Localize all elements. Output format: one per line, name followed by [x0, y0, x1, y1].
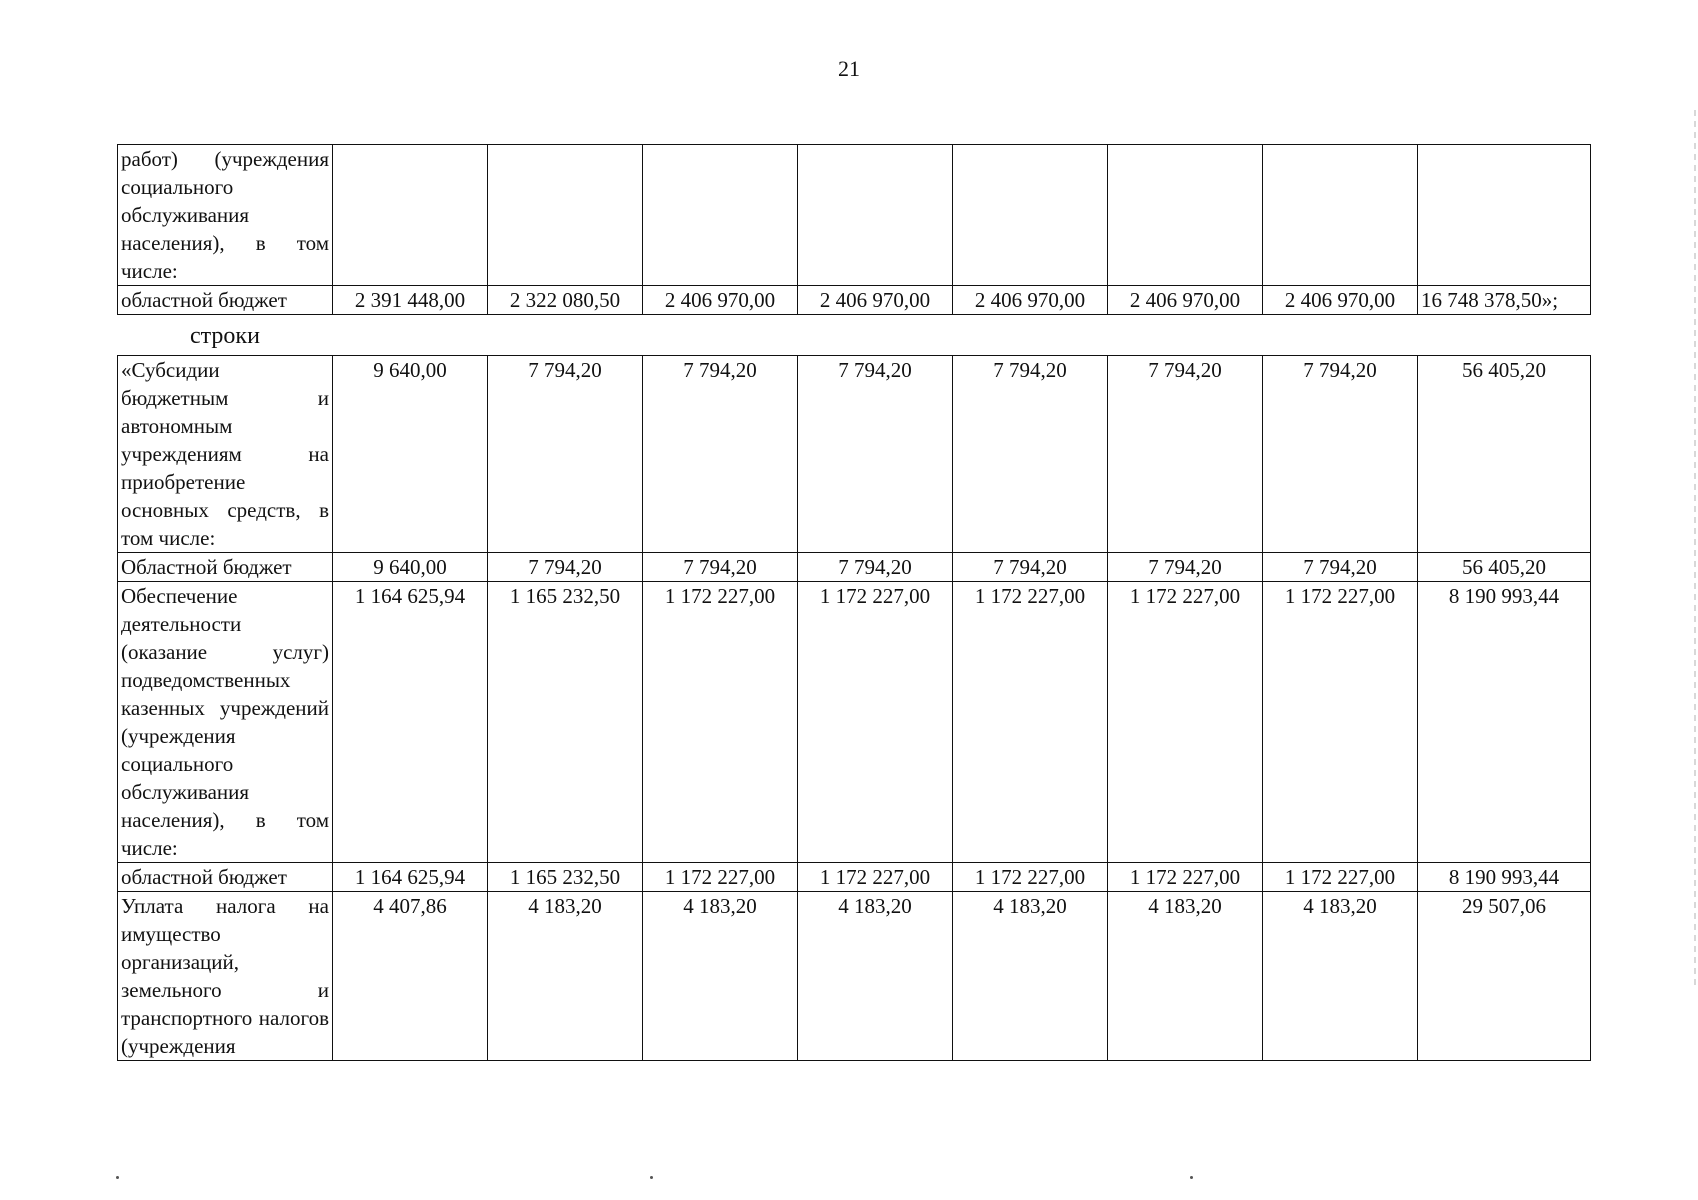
value-cell: 1 172 227,00 [798, 863, 953, 892]
total-cell: 56 405,20 [1418, 356, 1591, 553]
value-cell: 1 165 232,50 [488, 863, 643, 892]
row-label: «Субсидии бюджетным и автономным учреждениям на приобретение основных средств, в том числе: [118, 356, 333, 553]
value-cell: 1 172 227,00 [643, 582, 798, 863]
value-cell [1108, 145, 1263, 286]
table-row [118, 356, 1591, 553]
total-cell: 29 507,06 [1418, 892, 1591, 1061]
page-number: 21 [838, 56, 860, 81]
value-cell: 9 640,00 [333, 553, 488, 582]
value-cell [798, 145, 953, 286]
row-label: Обеспечение деятельности (оказание услуг) подведомственных казенных учреждений (учреждения социального обслуживания населения), в том числе: [118, 582, 333, 863]
value-cell: 4 183,20 [1108, 892, 1263, 1061]
value-cell: 2 406 970,00 [953, 286, 1108, 315]
value-cell: 1 172 227,00 [953, 582, 1108, 863]
value-cell [333, 145, 488, 286]
value-cell: 9 640,00 [333, 356, 488, 553]
value-cell [488, 145, 643, 286]
value-cell: 2 406 970,00 [798, 286, 953, 315]
budget-table-top [117, 144, 1591, 315]
value-cell: 7 794,20 [1263, 553, 1418, 582]
value-cell: 1 172 227,00 [1263, 582, 1418, 863]
value-cell: 1 172 227,00 [1263, 863, 1418, 892]
total-cell: 8 190 993,44 [1418, 582, 1591, 863]
total-cell: 56 405,20 [1418, 553, 1591, 582]
table-row [118, 553, 1591, 582]
value-cell [953, 145, 1108, 286]
table-row [118, 286, 1591, 315]
row-label: областной бюджет [118, 286, 333, 315]
scan-edge-noise [1694, 110, 1696, 990]
value-cell: 4 183,20 [643, 892, 798, 1061]
value-cell: 7 794,20 [953, 356, 1108, 553]
scan-dot [116, 1176, 119, 1179]
value-cell: 1 164 625,94 [333, 582, 488, 863]
scan-dot [1190, 1176, 1193, 1179]
value-cell: 4 407,86 [333, 892, 488, 1061]
value-cell: 7 794,20 [1108, 553, 1263, 582]
value-cell: 4 183,20 [1263, 892, 1418, 1061]
value-cell: 1 165 232,50 [488, 582, 643, 863]
budget-table-main [117, 355, 1591, 1061]
value-cell: 4 183,20 [798, 892, 953, 1061]
value-cell: 1 172 227,00 [1108, 863, 1263, 892]
value-cell: 2 406 970,00 [643, 286, 798, 315]
value-cell [1263, 145, 1418, 286]
total-cell [1418, 145, 1591, 286]
connector-text: строки [190, 323, 260, 349]
value-cell: 4 183,20 [953, 892, 1108, 1061]
scan-dot [650, 1176, 653, 1179]
value-cell: 7 794,20 [798, 553, 953, 582]
value-cell: 2 391 448,00 [333, 286, 488, 315]
row-label: Областной бюджет [118, 553, 333, 582]
value-cell: 7 794,20 [643, 553, 798, 582]
value-cell: 1 172 227,00 [1108, 582, 1263, 863]
value-cell: 7 794,20 [488, 553, 643, 582]
value-cell: 7 794,20 [1108, 356, 1263, 553]
value-cell: 4 183,20 [488, 892, 643, 1061]
table-row [118, 145, 1591, 286]
row-label: Уплата налога на имущество организаций, земельного и транспортного налогов (учреждения [118, 892, 333, 1061]
value-cell: 2 322 080,50 [488, 286, 643, 315]
row-label: работ) (учреждения социального обслуживания населения), в том числе: [118, 145, 333, 286]
value-cell: 2 406 970,00 [1108, 286, 1263, 315]
value-cell: 7 794,20 [488, 356, 643, 553]
value-cell: 2 406 970,00 [1263, 286, 1418, 315]
row-label: областной бюджет [118, 863, 333, 892]
value-cell [643, 145, 798, 286]
value-cell: 1 172 227,00 [798, 582, 953, 863]
value-cell: 1 164 625,94 [333, 863, 488, 892]
table-row [118, 863, 1591, 892]
value-cell: 1 172 227,00 [643, 863, 798, 892]
table-row [118, 582, 1591, 863]
value-cell: 7 794,20 [953, 553, 1108, 582]
value-cell: 7 794,20 [643, 356, 798, 553]
total-cell: 16 748 378,50»; [1418, 286, 1591, 315]
total-cell: 8 190 993,44 [1418, 863, 1591, 892]
value-cell: 7 794,20 [1263, 356, 1418, 553]
value-cell: 7 794,20 [798, 356, 953, 553]
value-cell: 1 172 227,00 [953, 863, 1108, 892]
table-row [118, 892, 1591, 1061]
